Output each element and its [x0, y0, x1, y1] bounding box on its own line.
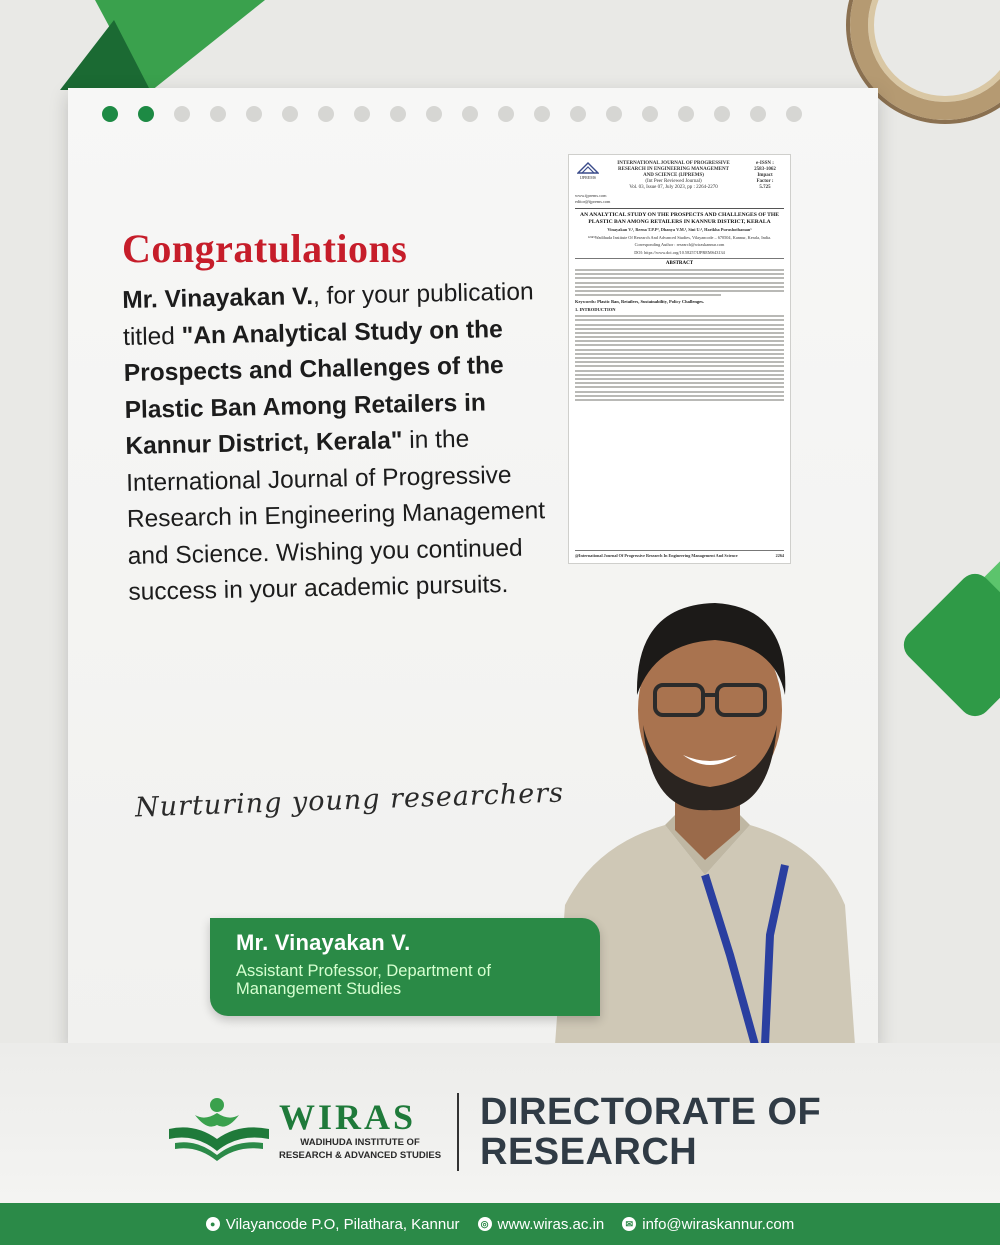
message-lead: , for your publication titled: [122, 278, 534, 351]
text-line: [575, 273, 784, 275]
website-item[interactable]: [478, 1216, 605, 1233]
binder-hole: [426, 106, 442, 122]
publication-footer-left: @International Journal Of Progressive Research In Engineering Management And Science: [575, 553, 738, 558]
decor-diamond-dark: [897, 567, 1000, 723]
intro-heading: 1. INTRODUCTION: [575, 307, 616, 313]
binder-hole: [282, 106, 298, 122]
binder-hole: [318, 106, 334, 122]
text-line: [575, 319, 784, 321]
binder-hole: [534, 106, 550, 122]
wiras-logo: [165, 1095, 441, 1165]
department-title-line1: DIRECTORATE OF: [480, 1091, 822, 1133]
intro-text-lines: [575, 315, 784, 401]
issn-line: Factor :: [756, 179, 774, 184]
text-line: [575, 315, 784, 317]
binder-hole: [678, 106, 694, 122]
location-pin-icon: ●: [206, 1217, 220, 1231]
globe-icon: ◎: [478, 1217, 492, 1231]
text-line: [575, 391, 784, 393]
text-line: [575, 336, 784, 338]
text-line: [575, 399, 784, 401]
issn-line: 2583-1062: [754, 167, 776, 172]
binder-hole: [642, 106, 658, 122]
text-line: [575, 361, 784, 363]
binder-hole: [570, 106, 586, 122]
binder-hole: [354, 106, 370, 122]
wiras-logo-text: [279, 1099, 441, 1161]
issn-line: 5.725: [759, 185, 771, 190]
journal-title: [606, 161, 741, 191]
paper-title: AN ANALYTICAL STUDY ON THE PROSPECTS AND CHALLENGES OF THE PLASTIC BAN AMONG RETAILERS IN KANNUR DISTRICT, KERALA: [580, 212, 779, 225]
binder-hole: [750, 106, 766, 122]
issn-line: e-ISSN :: [756, 161, 774, 166]
text-line: [575, 269, 784, 271]
journal-logo-icon: [577, 161, 599, 175]
journal-title-line: INTERNATIONAL JOURNAL OF PROGRESSIVE: [617, 161, 730, 166]
brand-divider: [457, 1093, 459, 1171]
text-line: [575, 344, 784, 346]
message-tail: in the International Journal of Progressive Research in Engineering Management and Science. Wishing you continued success in your academic pursuits.: [125, 425, 546, 606]
journal-logo: [575, 161, 601, 183]
abstract-text-lines: [575, 269, 784, 296]
text-line: [575, 282, 784, 284]
binder-hole: [462, 106, 478, 122]
wiras-subtitle-line2: RESEARCH & ADVANCED STUDIES: [279, 1150, 442, 1161]
text-line: [575, 286, 784, 288]
message-name: Mr. Vinayakan V.: [122, 283, 314, 314]
text-line: [575, 374, 784, 376]
issn-line: Impact: [757, 173, 773, 178]
email-link[interactable]: info@wiraskannur.com: [642, 1215, 795, 1233]
journal-title-line: AND SCIENCE (IJPREMS): [643, 173, 704, 178]
journal-title-line: (Int Peer Reviewed Journal): [645, 179, 702, 184]
binder-hole: [210, 106, 226, 122]
binder-holes: [102, 106, 802, 122]
text-line: [575, 324, 784, 326]
email-item[interactable]: [622, 1216, 794, 1233]
binder-hole: [498, 106, 514, 122]
publication-rule: [575, 208, 784, 209]
mail-icon: ✉: [622, 1217, 636, 1231]
binder-hole: [246, 106, 262, 122]
binder-hole: [606, 106, 622, 122]
text-line: [575, 353, 784, 355]
binder-hole: [138, 106, 154, 122]
text-line: [575, 395, 784, 397]
congratulations-heading: Congratulations: [122, 226, 408, 271]
publication-preview: [568, 154, 791, 564]
paper-authors: Vinayakan V.¹, Reena T.P.P², Dhanya V.M.³, Sini U.⁴, Harikha Purushothaman⁵: [607, 227, 752, 232]
department-title: [480, 1092, 821, 1172]
text-line: [575, 290, 784, 292]
wiras-subtitle-line1: WADIHUDA INSTITUTE OF: [300, 1137, 420, 1148]
person-role: Assistant Professor, Department of Manangement Studies: [236, 962, 491, 998]
publication-page-number: 2264: [775, 553, 784, 558]
abstract-heading: ABSTRACT: [575, 258, 784, 266]
paper-affiliation: ¹²³⁴⁵Wadihuda Institute Of Research And Advanced Studies, Vilayancode – 670504, Kannur, Kerala, India.: [587, 234, 772, 240]
journal-issn: [746, 161, 784, 191]
binder-hole: [390, 106, 406, 122]
congratulations-message: [122, 274, 559, 611]
publication-header: [575, 161, 784, 191]
website-link[interactable]: www.wiras.ac.in: [497, 1215, 605, 1233]
paper-corresponding: Corresponding Author : research@wiraskannur.com: [634, 242, 725, 247]
journal-site-line: www.ijprems.com: [575, 193, 607, 198]
text-line: [575, 328, 784, 330]
text-line: [575, 370, 784, 372]
journal-site-line: editor@ijprems.com: [575, 198, 611, 204]
binder-hole: [714, 106, 730, 122]
department-title-line2: RESEARCH: [480, 1131, 698, 1173]
publication-footer: [575, 550, 784, 558]
paper-keywords: Keywords: Plastic Ban, Retailers, Sustainability, Policy Challenges.: [575, 299, 704, 305]
binder-hole: [786, 106, 802, 122]
address-text: Vilayancode P.O, Pilathara, Kannur: [225, 1215, 460, 1233]
text-line: [575, 332, 784, 334]
paper-doi: DOI: https://www.doi.org/10.58257/IJPREMS43134: [634, 249, 725, 255]
open-book-icon: [165, 1095, 275, 1165]
address-item: [206, 1216, 460, 1233]
journal-site: [575, 193, 784, 204]
binder-hole: [174, 106, 190, 122]
tagline: Nurturing young researchers: [134, 777, 565, 824]
journal-title-line: Vol. 03, Issue 07, July 2023, pp : 2264-2270: [629, 185, 718, 190]
text-line: [575, 386, 784, 388]
text-line: [575, 365, 784, 367]
person-name: Mr. Vinayakan V.: [236, 930, 411, 955]
journal-title-line: RESEARCH IN ENGINEERING MANAGEMENT: [618, 167, 729, 172]
message-publication-title: "An Analytical Study on the Prospects and Challenges of the Plastic Ban Among Retailers in Kannur District, Kerala": [123, 315, 504, 460]
contact-footer: [0, 1203, 1000, 1245]
binder-hole: [102, 106, 118, 122]
name-card: [210, 918, 600, 1016]
text-line: [575, 378, 784, 380]
person-photo: [555, 575, 855, 1045]
journal-logo-label: IJPREMS: [579, 175, 596, 180]
text-line: [575, 357, 784, 359]
text-line: [575, 340, 784, 342]
text-line: [575, 382, 784, 384]
text-line: [575, 349, 784, 351]
text-line: [575, 294, 721, 296]
text-line: [575, 277, 784, 279]
wiras-wordmark: WIRAS: [279, 1097, 417, 1137]
